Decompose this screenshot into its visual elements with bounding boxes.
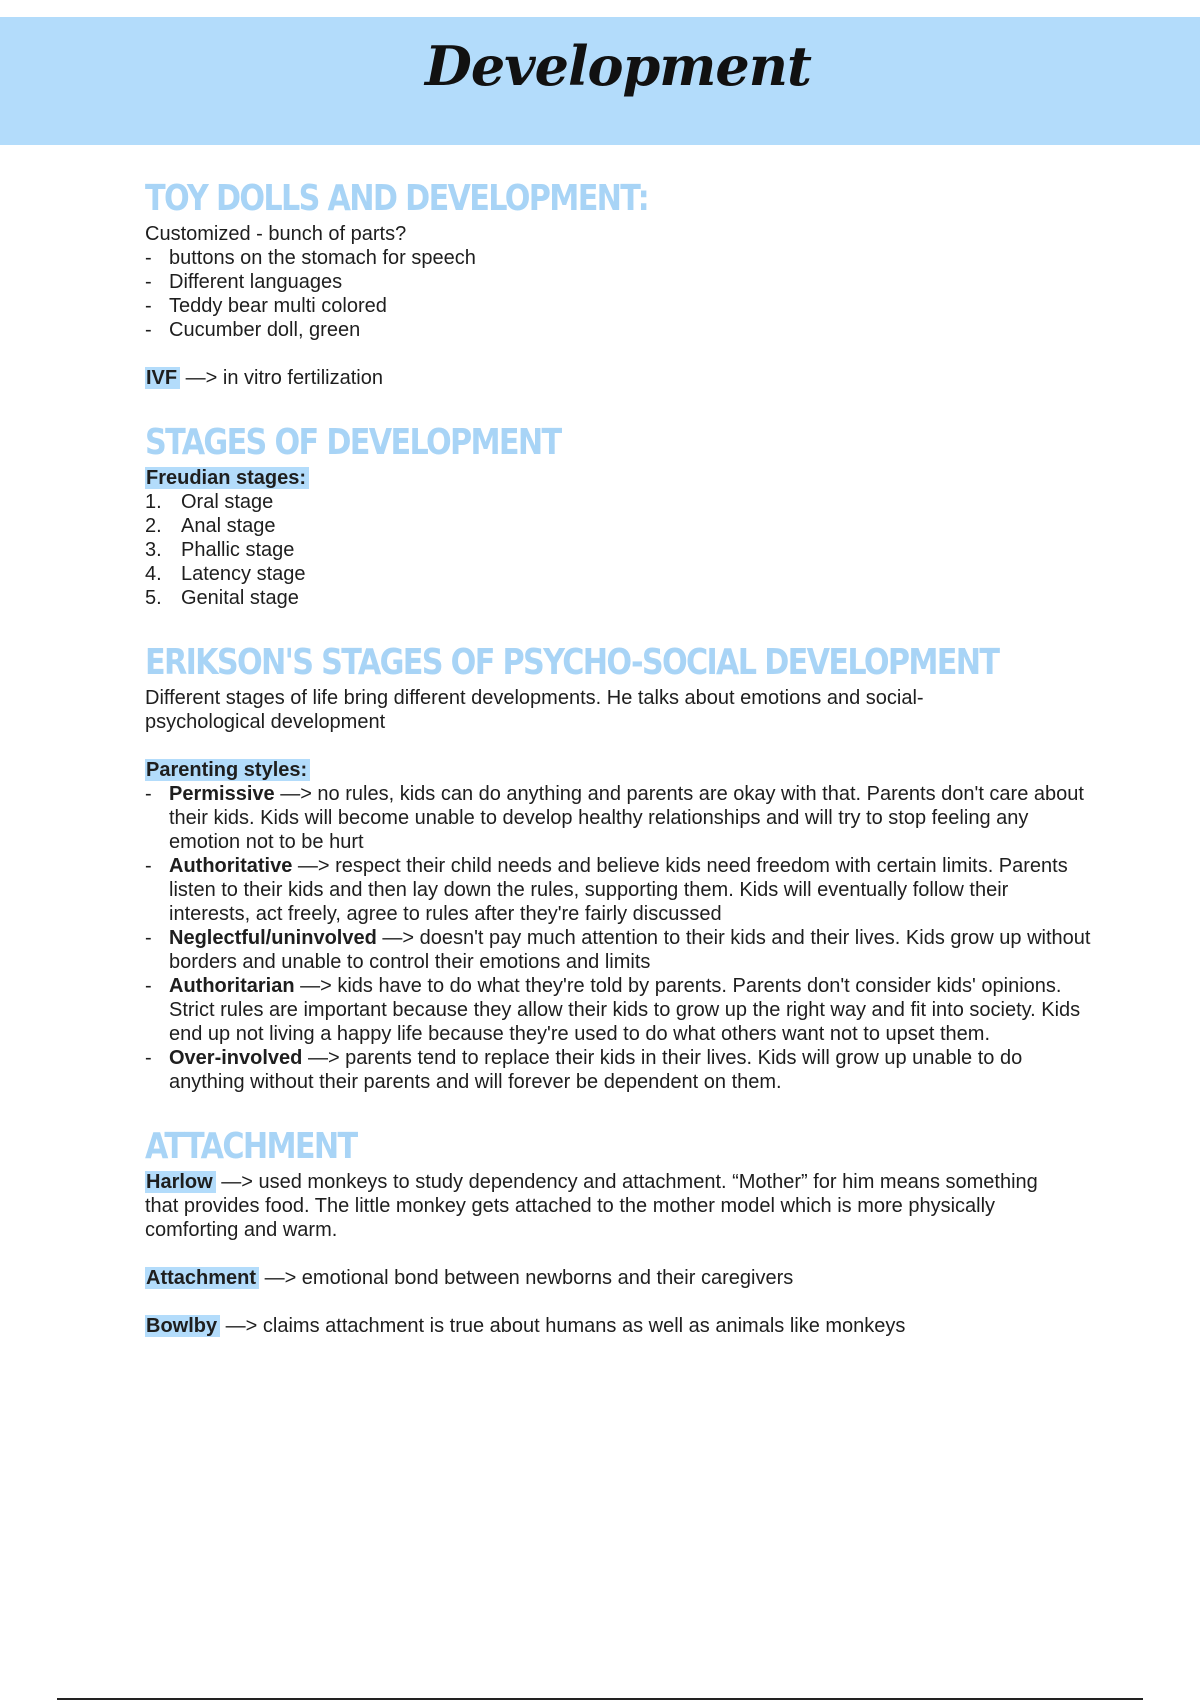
list-item: 4. Latency stage — [145, 563, 306, 585]
list-item: 1. Oral stage — [145, 491, 274, 513]
parenting-style-list — [145, 782, 1095, 1094]
bowlby-definition: Bowlby —> claims attachment is true about humans as well as animals like monkeys — [146, 1315, 906, 1337]
style-name: Authoritative — [169, 855, 293, 877]
freudian-stage-list — [145, 490, 1095, 610]
style-name: Neglectful/uninvolved — [169, 927, 377, 949]
dash-bullet: - — [145, 271, 152, 293]
style-name: Authoritarian — [169, 975, 295, 997]
freudian-stages-label: Freudian stages: — [145, 467, 309, 489]
attachment-term: Attachment — [145, 1267, 259, 1289]
ivf-term: IVF — [145, 367, 180, 389]
ivf-definition: IVF —> in vitro fertilization — [146, 367, 383, 389]
dash-bullet: - — [145, 319, 152, 341]
list-item: - Permissive —> no rules, kids can do anything and parents are okay with that. Parents don't care about their kids. Kids will become unable to develop healthy relationships and will try to stop feeling any emotion not to be hurt — [145, 783, 1084, 853]
list-item: - Different languages — [145, 271, 343, 293]
section-heading-toy-dolls: TOY DOLLS AND DEVELOPMENT: — [145, 178, 649, 219]
list-item: - Neglectful/uninvolved —> doesn't pay much attention to their kids and their lives. Kids grow up without borders and unable to control their emotions and limits — [145, 927, 1091, 973]
list-item: - Teddy bear multi colored — [145, 295, 387, 317]
attachment-definition: Attachment —> emotional bond between newborns and their caregivers — [146, 1267, 794, 1289]
list-item: - Authoritative —> respect their child needs and believe kids need freedom with certain limits. Parents listen to their kids and then lay down the rules, supporting them. Kids will eventually follow their interests, act freely, agree to rules after they're fairly discussed — [145, 855, 1068, 925]
dash-bullet: - — [145, 247, 152, 269]
dash-bullet: - — [145, 295, 152, 317]
list-item: - Authoritarian —> kids have to do what they're told by parents. Parents don't consider kids' opinions. Strict rules are important because they allow their kids to grow up the right way and fit into society. Kids end up not living a happy life because they're used to do what others want not to upset them. — [145, 975, 1081, 1045]
bowlby-term: Bowlby — [145, 1315, 220, 1337]
toys-intro: Customized - bunch of parts? — [145, 223, 407, 245]
style-name: Over-involved — [169, 1047, 303, 1069]
list-item: 2. Anal stage — [145, 515, 276, 537]
list-item: 5. Genital stage — [145, 587, 299, 609]
section-heading-erikson: ERIKSON'S STAGES OF PSYCHO-SOCIAL DEVELOPMENT — [145, 642, 999, 683]
list-item: 3. Phallic stage — [145, 539, 295, 561]
toys-bullet-list — [145, 246, 1095, 342]
list-item: - Cucumber doll, green — [145, 319, 361, 341]
list-item: - Over-involved —> parents tend to replace their kids in their lives. Kids will grow up unable to do anything without their parents and will forever be dependent on them. — [145, 1047, 1023, 1093]
harlow-term: Harlow — [145, 1171, 216, 1193]
section-heading-stages: STAGES OF DEVELOPMENT — [145, 422, 561, 463]
harlow-definition: Harlow —> used monkeys to study dependency and attachment. “Mother” for him means something that provides food. The little monkey gets attached to the mother model which is more physically comforting and warm. — [145, 1171, 1038, 1241]
notes-body — [145, 176, 1095, 1338]
list-item: - buttons on the stomach for speech — [145, 247, 476, 269]
page-title: Development — [425, 34, 811, 98]
erikson-description: Different stages of life bring different developments. He talks about emotions and social-psychological development — [145, 687, 924, 733]
style-name: Permissive — [169, 783, 275, 805]
section-heading-attachment: ATTACHMENT — [145, 1126, 357, 1167]
parenting-styles-label: Parenting styles: — [145, 759, 310, 781]
